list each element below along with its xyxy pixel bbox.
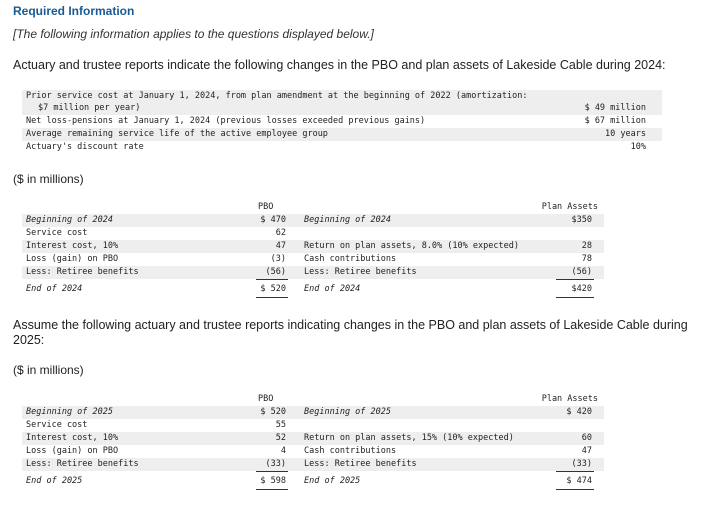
subtotal-rule bbox=[556, 471, 594, 472]
info-value: 10 years bbox=[605, 129, 646, 139]
pbo-value: (56) bbox=[265, 267, 286, 277]
plan-information-box bbox=[22, 88, 662, 158]
right-row-label: Less: Retiree benefits bbox=[304, 267, 417, 277]
table-2024 bbox=[22, 201, 604, 301]
plan-assets-value: 60 bbox=[581, 433, 592, 443]
plan-assets-column-header: Plan Assets bbox=[541, 394, 598, 404]
plan-assets-value: 28 bbox=[581, 241, 592, 251]
info-row bbox=[22, 102, 662, 115]
table-row bbox=[22, 445, 604, 458]
table-row bbox=[22, 240, 604, 253]
info-label: Net loss-pensions at January 1, 2024 (previous losses exceeded previous gains) bbox=[26, 116, 426, 126]
pbo-value: 55 bbox=[275, 420, 286, 430]
left-row-label: Less: Retiree benefits bbox=[26, 267, 139, 277]
left-row-label: Interest cost, 10% bbox=[26, 241, 119, 251]
table-row bbox=[22, 266, 604, 279]
info-label: Actuary's discount rate bbox=[26, 142, 144, 152]
left-row-label: Interest cost, 10% bbox=[26, 433, 119, 443]
right-row-label: Beginning of 2024 bbox=[304, 215, 391, 225]
info-label: $7 million per year) bbox=[38, 103, 141, 113]
left-row-label: Service cost bbox=[26, 420, 88, 430]
left-row-label: Less: Retiree benefits bbox=[26, 459, 139, 469]
info-value: 10% bbox=[630, 142, 646, 152]
table-row bbox=[22, 406, 604, 419]
table-total-row bbox=[22, 475, 604, 488]
info-label: Average remaining service life of the active employee group bbox=[26, 129, 328, 139]
table-header-row bbox=[22, 393, 604, 406]
plan-assets-value: $ 420 bbox=[566, 407, 592, 417]
right-row-label: End of 2024 bbox=[304, 284, 361, 294]
subtotal-rule bbox=[256, 471, 288, 472]
plan-assets-value: 78 bbox=[581, 254, 592, 264]
info-label: Prior service cost at January 1, 2024, from plan amendment at the beginning of 2022 (amortization: bbox=[26, 91, 528, 101]
plan-assets-value: (56) bbox=[571, 267, 592, 277]
info-value: $ 67 million bbox=[584, 116, 646, 126]
pbo-value: 47 bbox=[275, 241, 286, 251]
left-row-label: End of 2025 bbox=[26, 476, 83, 486]
right-row-label: Return on plan assets, 8.0% (10% expected) bbox=[304, 241, 519, 251]
right-row-label: End of 2025 bbox=[304, 476, 361, 486]
pbo-value: 62 bbox=[275, 228, 286, 238]
info-row bbox=[22, 128, 662, 141]
table-row bbox=[22, 227, 604, 240]
table-total-row bbox=[22, 283, 604, 296]
subtotal-rule bbox=[556, 279, 594, 280]
left-row-label: Loss (gain) on PBO bbox=[26, 446, 119, 456]
required-information-heading: Required Information bbox=[13, 4, 135, 18]
subtotal-rule bbox=[256, 279, 288, 280]
plan-assets-column-header: Plan Assets bbox=[541, 202, 598, 212]
info-value: $ 49 million bbox=[584, 103, 646, 113]
pbo-column-header: PBO bbox=[258, 394, 274, 404]
left-row-label: Beginning of 2024 bbox=[26, 215, 113, 225]
units-label: ($ in millions) bbox=[13, 363, 84, 377]
pbo-value: $ 520 bbox=[260, 407, 286, 417]
left-row-label: Service cost bbox=[26, 228, 88, 238]
pbo-value: 52 bbox=[275, 433, 286, 443]
pbo-value: (33) bbox=[265, 459, 286, 469]
right-row-label: Cash contributions bbox=[304, 254, 397, 264]
total-rule bbox=[256, 489, 288, 490]
left-row-label: End of 2024 bbox=[26, 284, 83, 294]
table-row bbox=[22, 458, 604, 471]
pbo-column-header: PBO bbox=[258, 202, 274, 212]
instruction-note: [The following information applies to the questions displayed below.] bbox=[13, 27, 374, 41]
total-rule bbox=[556, 489, 594, 490]
plan-assets-value: (33) bbox=[571, 459, 592, 469]
left-row-label: Beginning of 2025 bbox=[26, 407, 113, 417]
table-2025 bbox=[22, 393, 604, 493]
plan-assets-value: 47 bbox=[581, 446, 592, 456]
right-row-label: Return on plan assets, 15% (10% expected) bbox=[304, 433, 514, 443]
table-row bbox=[22, 419, 604, 432]
pbo-value: $ 470 bbox=[260, 215, 286, 225]
pbo-value: $ 598 bbox=[260, 476, 286, 486]
right-row-label: Cash contributions bbox=[304, 446, 397, 456]
pbo-value: $ 520 bbox=[260, 284, 286, 294]
pbo-value: (3) bbox=[270, 254, 286, 264]
plan-assets-value: $ 474 bbox=[566, 476, 592, 486]
pbo-value: 4 bbox=[280, 446, 286, 456]
table-row bbox=[22, 214, 604, 227]
table-row bbox=[22, 253, 604, 266]
left-row-label: Loss (gain) on PBO bbox=[26, 254, 119, 264]
total-rule bbox=[256, 297, 288, 298]
table-header-row bbox=[22, 201, 604, 214]
total-rule bbox=[556, 297, 594, 298]
intro-2024-paragraph: Actuary and trustee reports indicate the following changes in the PBO and plan assets of Lakeside Cable during 2024: bbox=[13, 58, 666, 72]
plan-assets-value: $350 bbox=[571, 215, 592, 225]
info-row bbox=[22, 115, 662, 128]
units-label: ($ in millions) bbox=[13, 172, 84, 186]
plan-assets-value: $420 bbox=[571, 284, 592, 294]
table-row bbox=[22, 432, 604, 445]
info-row bbox=[22, 141, 662, 154]
right-row-label: Beginning of 2025 bbox=[304, 407, 391, 417]
intro-2025-paragraph: Assume the following actuary and trustee reports indicating changes in the PBO and plan assets of Lakeside Cable during 2025: bbox=[13, 318, 688, 347]
right-row-label: Less: Retiree benefits bbox=[304, 459, 417, 469]
